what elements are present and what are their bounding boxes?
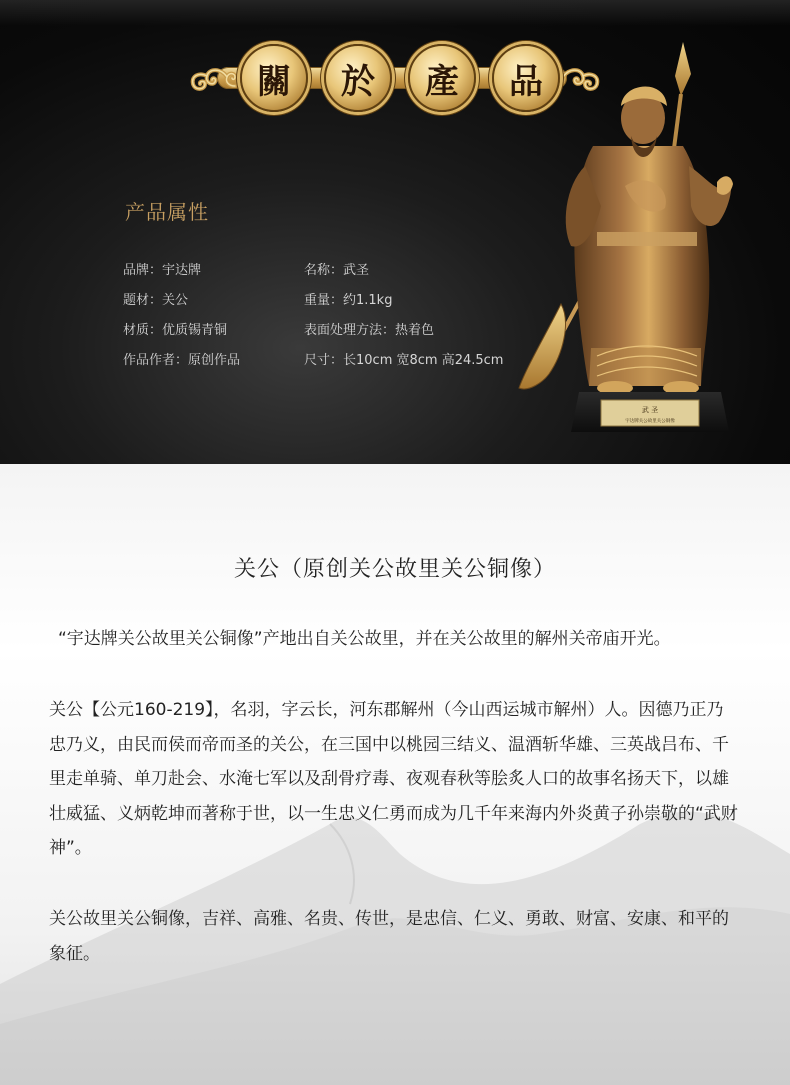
banner-char-medal: 關 (240, 44, 308, 112)
article-section (0, 464, 790, 1085)
attribute-material: 材质：优质锡青铜 (123, 323, 228, 338)
banner-char-medal: 於 (324, 44, 392, 112)
attributes-title: 产品属性 (125, 200, 209, 224)
attribute-size: 尺寸：长10cm 宽8cm 高24.5cm (304, 353, 504, 368)
article-paragraph-biography: 关公【公元160-219】，名羽，字云长，河东郡解州（今山西运城市解州）人。因德乃正乃忠乃义，由民而侯而帝而圣的关公，在三国中以桃园三结义、温酒斩华雄、三英战吕布、千里走单骑、单刀赴会、水淹七军以及刮骨疗毒、夜观春秋等脍炙人口的故事名扬天下，以雄壮威猛、义炳乾坤而著称于世，以一生忠义仁勇而成为几千年来海内外炎黄子孙崇敬的“武财神”。 (49, 700, 738, 858)
attribute-weight: 重量：约1.1kg (304, 293, 393, 308)
attribute-author: 作品作者：原创作品 (123, 353, 241, 368)
banner-char-medal: 產 (408, 44, 476, 112)
attribute-name: 名称：武圣 (304, 263, 370, 278)
article-heading: 关公（原创关公故里关公铜像） (233, 557, 556, 582)
attribute-theme: 题材：关公 (123, 293, 189, 308)
attribute-brand: 品牌：宇达牌 (123, 263, 202, 278)
guan-gong-statue-image (505, 36, 745, 436)
article-paragraph-origin: “宇达牌关公故里关公铜像”产地出自关公故里，并在关公故里的解州关帝庙开光。 (58, 629, 671, 649)
plaque-title: 武 圣 (641, 406, 659, 414)
cloud-ornament-left-icon (185, 56, 245, 100)
brush-stroke-decoration (0, 0, 790, 26)
product-info-panel (0, 0, 790, 464)
article-paragraph-symbolism: 关公故里关公铜像，吉祥、高雅、名贵、传世，是忠信、仁义、勇敢、财富、安康、和平的象征。 (49, 909, 729, 964)
attribute-finish: 表面处理方法：热着色 (304, 323, 435, 338)
plaque-subtitle: 宇达牌关公故里关公铜像 (625, 419, 675, 424)
banner-char-medal: 品 (492, 44, 560, 112)
